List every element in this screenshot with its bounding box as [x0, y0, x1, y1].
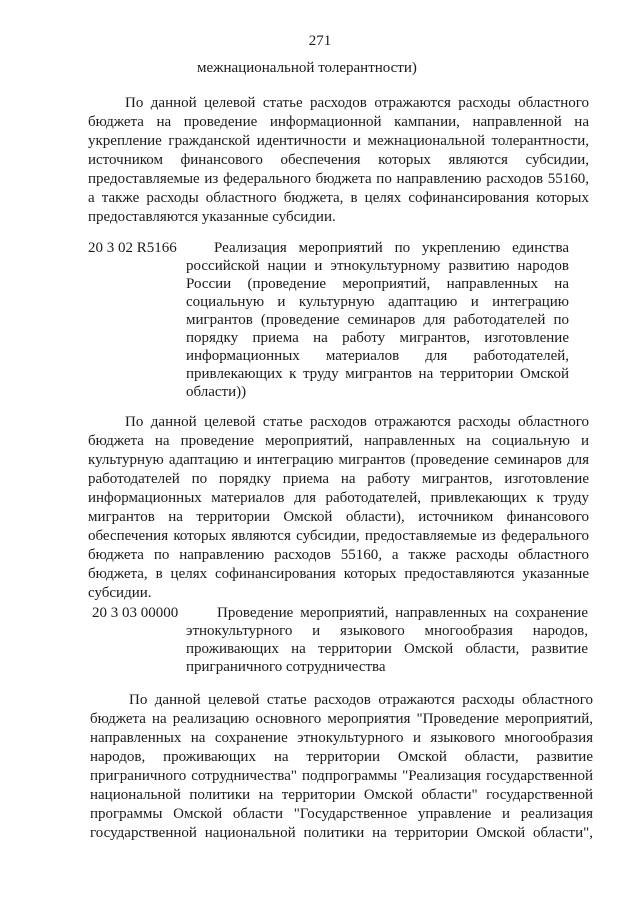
- entry-title-line: мигрантов (проведение семинаров для работодателей по: [186, 312, 569, 328]
- paragraph-line: бюджета, в целях софинансирования которых предоставляются указанные: [88, 566, 589, 582]
- intro-tail: межнациональной толерантности): [197, 60, 417, 76]
- entry-title-line: социальную и культурную адаптацию и интеграцию: [186, 294, 569, 310]
- paragraph-line: мигрантов на территории Омской области), источником финансового: [88, 509, 589, 525]
- paragraph-line: направленных на сохранение этнокультурного и языкового многообразия: [90, 730, 593, 746]
- entry-title-line: информационных материалов для работодателей,: [186, 348, 569, 364]
- page-number: 271: [308, 33, 332, 49]
- entry-title-line: этнокультурного и языкового многообразия народов,: [186, 623, 588, 639]
- paragraph-line: народов, проживающих на территории Омской области, развитие: [90, 749, 593, 765]
- paragraph-line: приграничного сотрудничества" подпрограммы "Реализация государственной: [90, 768, 593, 784]
- paragraph-line: программы Омской области "Государственное управление и реализация: [90, 806, 593, 822]
- paragraph-line: бюджета на реализацию основного мероприятия "Проведение мероприятий,: [90, 711, 593, 727]
- paragraph-line: По данной целевой статье расходов отражаются расходы областного: [129, 692, 593, 708]
- budget-code: 20 3 02 R5166: [88, 240, 177, 256]
- paragraph-line: бюджета на проведение мероприятий, направленных на социальную и: [88, 433, 589, 449]
- entry-title-line: области)): [186, 384, 247, 400]
- entry-title-line: порядку приема на работу мигрантов, изготовление: [186, 330, 569, 346]
- entry-title-line: России (проведение мероприятий, направленных на: [186, 276, 569, 292]
- entry-title-line: Проведение мероприятий, направленных на сохранение: [217, 605, 588, 621]
- paragraph-line: предоставляемые из федерального бюджета по направлению расходов 55160,: [88, 171, 589, 187]
- paragraph-line: обеспечения которых являются субсидии, предоставляемые из федерального: [88, 528, 589, 544]
- paragraph-line: источником финансового обеспечения которых являются субсидии,: [88, 152, 589, 168]
- paragraph-line: предоставляются указанные субсидии.: [88, 209, 336, 225]
- paragraph-line: По данной целевой статье расходов отражаются расходы областного: [125, 95, 589, 111]
- paragraph-line: информационных материалов для работодателей, привлекающих к труду: [88, 490, 589, 506]
- paragraph-line: работодателей по порядку приема на работу мигрантов, изготовление: [88, 471, 589, 487]
- budget-code: 20 3 03 00000: [92, 605, 179, 621]
- paragraph-line: По данной целевой статье расходов отражаются расходы областного: [125, 414, 589, 430]
- entry-title-line: российской нации и этнокультурному развитию народов: [186, 258, 569, 274]
- paragraph-line: культурную адаптацию и интеграцию мигрантов (проведение семинаров для: [88, 452, 589, 468]
- entry-title-line: приграничного сотрудничества: [186, 659, 386, 675]
- paragraph-line: субсидии.: [88, 585, 152, 601]
- paragraph-line: государственной национальной политики на территории Омской области",: [90, 825, 593, 841]
- entry-title-line: Реализация мероприятий по укреплению единства: [214, 240, 569, 256]
- entry-title-line: проживающих на территории Омской области, развитие: [186, 641, 588, 657]
- paragraph-line: национальной политики на территории Омской области" государственной: [90, 787, 593, 803]
- paragraph-line: бюджета на проведение информационной кампании, направленной на: [88, 114, 589, 130]
- entry-title-line: привлекающих к труду мигрантов на территории Омской: [186, 366, 569, 382]
- paragraph-line: а также расходы областного бюджета, в целях софинансирования которых: [88, 190, 589, 206]
- paragraph-line: укрепление гражданской идентичности и межнациональной толерантности,: [88, 133, 589, 149]
- paragraph-line: бюджета по направлению расходов 55160, а также расходы областного: [88, 547, 589, 563]
